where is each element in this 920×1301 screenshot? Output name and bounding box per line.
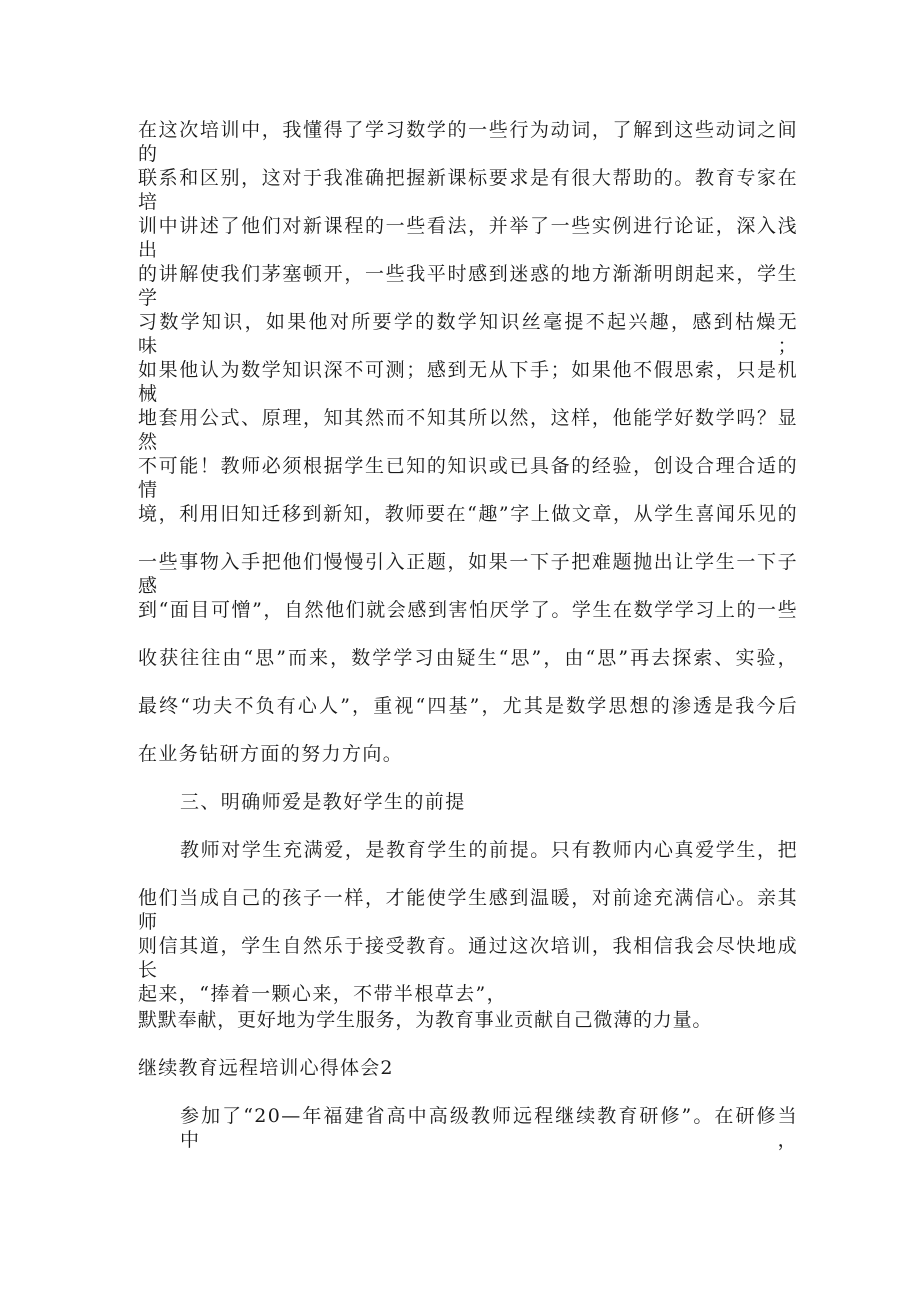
paragraph-line: 最终“功夫不负有心人”，重视“四基”，尤其是数学思想的渗透是我今后 (138, 695, 798, 717)
paragraph-line: 不可能！教师必须根据学生已知的知识或已具备的经验，创设合理合适的情 (138, 455, 798, 501)
paragraph-line: 一些事物入手把他们慢慢引入正题，如果一下子把难题抛出让学生一下子感 (138, 551, 798, 597)
paragraph-line: 地套用公式、原理，知其然而不知其所以然，这样，他能学好数学吗？显然 (138, 407, 798, 453)
paragraph-line: 如果他认为数学知识深不可测；感到无从下手；如果他不假思索，只是机械 (138, 359, 798, 405)
article-title: 继续教育远程培训心得体会2 (138, 1057, 394, 1079)
paragraph-line: 参加了“20—年福建省高中高级教师远程继续教育研修”。在研修当中， (180, 1105, 798, 1151)
paragraph-line: 训中讲述了他们对新课程的一些看法，并举了一些实例进行论证，深入浅出 (138, 215, 798, 261)
paragraph-line: 的讲解使我们茅塞顿开，一些我平时感到迷惑的地方渐渐明朗起来，学生学 (138, 263, 798, 309)
paragraph-line: 习数学知识，如果他对所要学的数学知识丝毫提不起兴趣，感到枯燥无味； (138, 311, 798, 357)
paragraph-line: 到“面目可憎”，自然他们就会感到害怕厌学了。学生在数学学习上的一些 (138, 599, 798, 621)
paragraph-line: 则信其道，学生自然乐于接受教育。通过这次培训，我相信我会尽快地成长 (138, 935, 798, 981)
paragraph-line: 他们当成自己的孩子一样，才能使学生感到温暖，对前途充满信心。亲其师 (138, 887, 798, 933)
paragraph-line: 默默奉献，更好地为学生服务，为教育事业贡献自己微薄的力量。 (138, 1009, 713, 1031)
paragraph-line: 在这次培训中，我懂得了学习数学的一些行为动词，了解到这些动词之间的 (138, 119, 798, 165)
paragraph-line: 在业务钻研方面的努力方向。 (138, 743, 404, 765)
paragraph-line: 联系和区别，这对于我准确把握新课标要求是有很大帮助的。教育专家在培 (138, 167, 798, 213)
paragraph-line: 收获往往由“思”而来，数学学习由疑生“思”，由“思”再去探索、实验， (138, 647, 798, 669)
paragraph-line: 教师对学生充满爱，是教育学生的前提。只有教师内心真爱学生，把 (180, 839, 798, 861)
paragraph-line: 起来，“捧着一颗心来，不带半根草去”， (138, 983, 508, 1005)
paragraph-line: 境，利用旧知迁移到新知，教师要在“趣”字上做文章，从学生喜闻乐见的 (138, 503, 798, 525)
section-heading: 三、明确师爱是教好学生的前提 (180, 791, 466, 813)
